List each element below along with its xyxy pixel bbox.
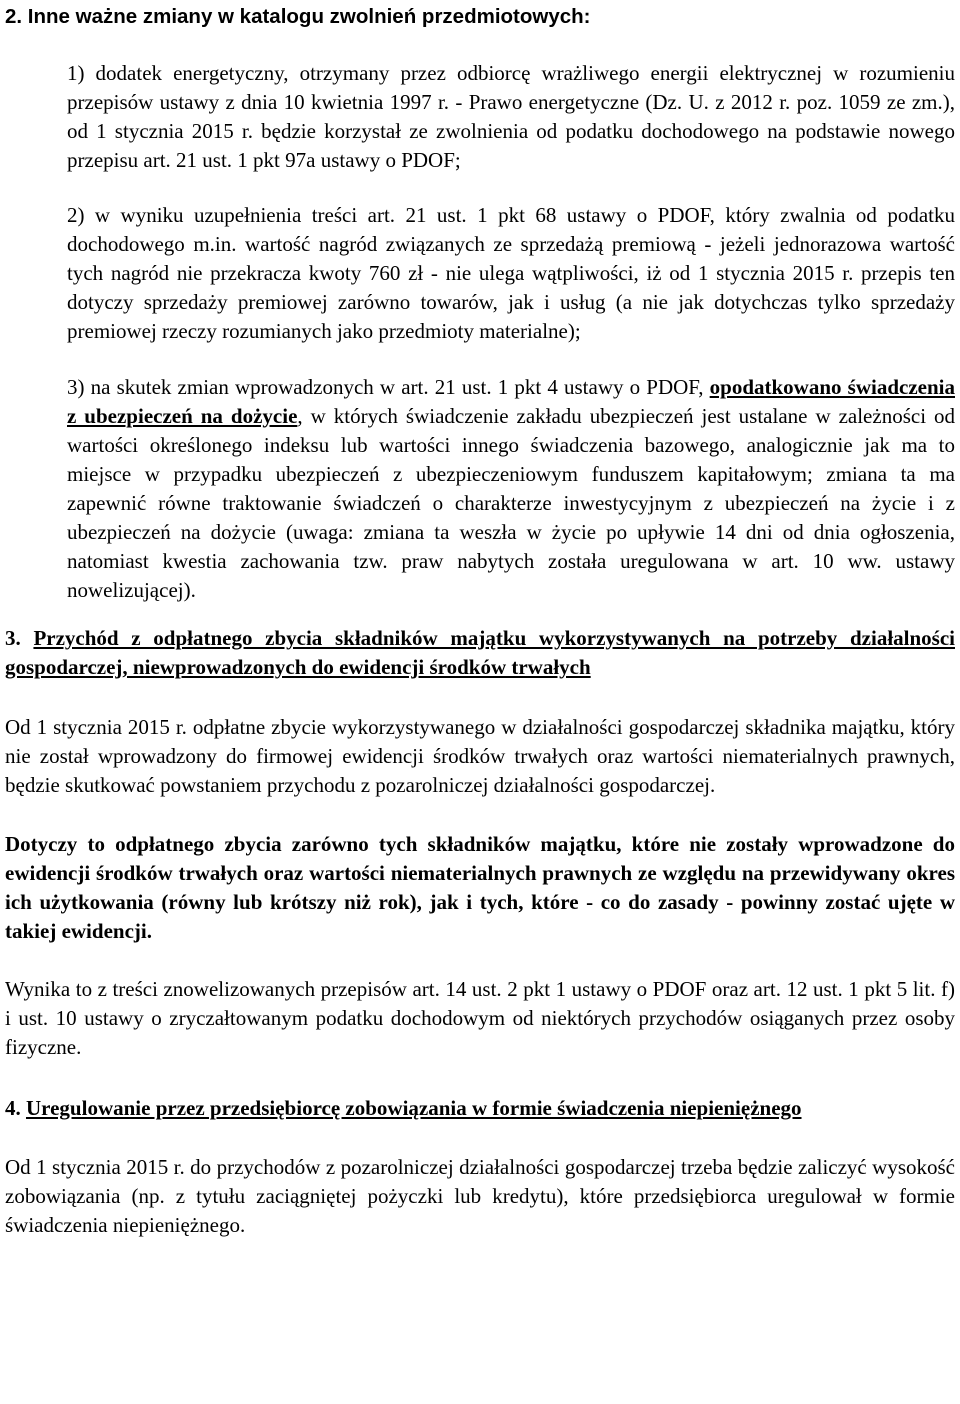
list-item-3-emphasis: opodatkowano świadczenia z ubezpieczeń na dożycie [67,375,955,428]
section-4-title: Uregulowanie przez przedsiębiorcę zobowiązania w formie świadczenia niepieniężnego [26,1096,802,1120]
list-item-3-intro: 3) na skutek zmian wprowadzonych w art. 21 ust. 1 pkt 4 ustawy o PDOF, [67,375,710,399]
list-item-1-text: 1) dodatek energetyczny, otrzymany przez odbiorcę wrażliwego energii elektrycznej w rozumieniu przepisów ustawy z dnia 10 kwietnia 1997 r. - Prawo energetyczne (Dz. U. z 2012 r. poz. 1059 ze zm.), od 1 stycznia 2015 r. będzie korzystał ze zwolnienia od podatku dochodowego na podstawie nowego przepisu art. 21 ust. 1 pkt 97a ustawy o PDOF; [67,61,955,172]
section-4-number: 4. [5,1096,26,1120]
section-3-heading [5,624,955,682]
document-page [5,2,955,1240]
section-3-number: 3. [5,626,34,650]
section-3-paragraph-3: Wynika to z treści znowelizowanych przepisów art. 14 ust. 2 pkt 1 ustawy o PDOF oraz art. 12 ust. 1 pkt 5 lit. f) i ust. 10 ustawy o zryczałtowanym podatku dochodowym od niektórych przychodów osiąganych przez osoby fizyczne. [5,977,955,1059]
section-2-heading: 2. Inne ważne zmiany w katalogu zwolnień przedmiotowych: [5,5,591,28]
list-item-3-text [67,373,955,605]
list-item-2 [67,201,955,346]
section-3-paragraph-1: Od 1 stycznia 2015 r. odpłatne zbycie wykorzystywanego w działalności gospodarczej składnika majątku, który nie został wprowadzony do firmowej ewidencji środków trwałych oraz wartości niematerialnych prawnych, będzie skutkować powstaniem przychodu z pozarolniczej działalności gospodarczej. [5,715,955,797]
section-3-paragraph-2: Dotyczy to odpłatnego zbycia zarówno tych składników majątku, które nie zostały wprowadzone do ewidencji środków trwałych oraz wartości niematerialnych prawnych ze względu na przewidywany okres ich użytkowania (równy lub krótszy niż rok), jak i tych, które - co do zasady - powinny zostać ujęte w takiej ewidencji. [5,832,955,943]
section-4-heading [5,1094,955,1123]
list-item-1 [67,59,955,175]
list-item-3-rest: , w których świadczenie zakładu ubezpieczeń jest ustalane w zależności od wartości określonego indeksu lub wartości innego świadczenia bazowego, analogicznie jak ma to miejsce w przypadku ubezpieczeń z ubezpieczeniowym funduszem kapitałowym; zmiana ta ma zapewnić równe traktowanie świadczeń o charakterze inwestycyjnym z ubezpieczeń na życie i z ubezpieczeń na dożycie (uwaga: zmiana ta weszła w życie po upływie 14 dni od dnia ogłoszenia, natomiast kwestia zachowania tzw. praw nabytych została uregulowana w art. 10 ww. ustawy nowelizującej). [67,404,956,602]
list-item-3 [67,373,955,605]
list-item-2-text: 2) w wyniku uzupełnienia treści art. 21 ust. 1 pkt 68 ustawy o PDOF, który zwalnia od podatku dochodowego m.in. wartość nagród związanych ze sprzedażą premiową - jeżeli jednorazowa wartość tych nagród nie przekracza kwoty 760 zł - nie ulega wątpliwości, iż od 1 stycznia 2015 r. przepis ten dotyczy sprzedaży premiowej zarówno towarów, jak i usług (a nie jak dotychczas tylko sprzedaży premiowej rzeczy rozumianych jako przedmioty materialne); [67,203,955,343]
section-4-paragraph-1: Od 1 stycznia 2015 r. do przychodów z pozarolniczej działalności gospodarczej trzeba będzie zaliczyć wysokość zobowiązania (np. z tytułu zaciągniętej pożyczki lub kredytu), które przedsiębiorca uregulował w formie świadczenia niepieniężnego. [5,1155,955,1237]
section-3-title: Przychód z odpłatnego zbycia składników majątku wykorzystywanych na potrzeby działalności gospodarczej, niewprowadzonych do ewidencji środków trwałych [5,626,955,679]
